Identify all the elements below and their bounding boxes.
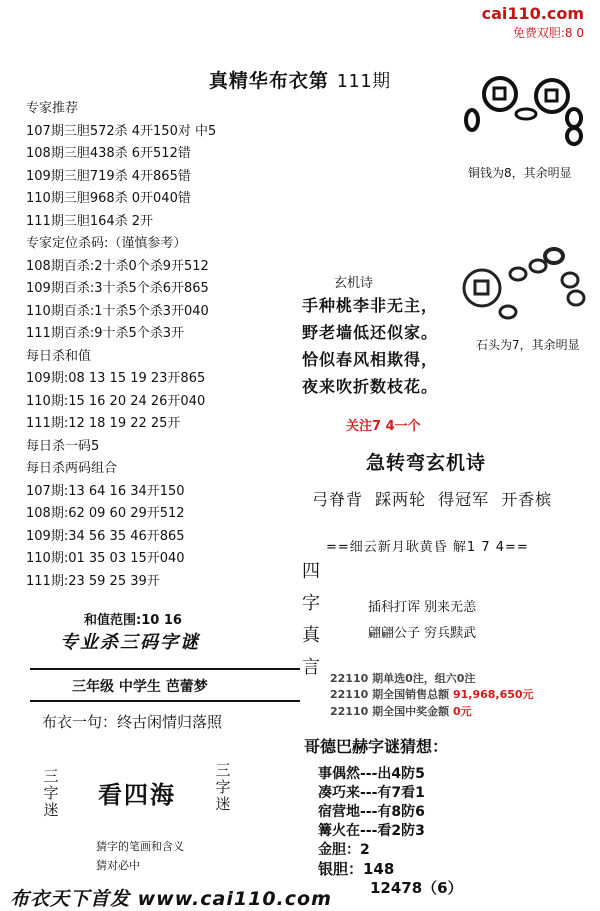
- riddle-main: 看四海: [98, 781, 176, 809]
- riddle-caption-2: 猜对必中: [96, 859, 140, 872]
- stat-sales-label: 22110 期全国销售总额: [330, 688, 450, 701]
- stat-sales: [330, 686, 534, 702]
- combo-line: 109期:34 56 35 46开865: [26, 528, 185, 544]
- truth-char: 言: [302, 657, 320, 678]
- stone-caption: 石头为7，其余明显: [476, 338, 580, 352]
- stat-prize-value: 0元: [452, 705, 472, 718]
- expert-line: 109期三胆719杀 4开865错: [26, 168, 191, 184]
- brain-teaser-title: 急转弯玄机诗: [366, 452, 487, 474]
- expert-line: 110期三胆968杀 0开040错: [26, 191, 191, 206]
- free-double-tip: 免费双胆:8 0: [512, 26, 584, 40]
- position-line: 108期百杀:2十杀0个杀9开512: [26, 258, 209, 274]
- title-issue: 111期: [336, 71, 392, 92]
- silver-gall: 银胆：148: [318, 860, 395, 878]
- combo-line: 107期:13 64 16 34开150: [26, 483, 185, 499]
- position-line: 111期百杀:9十杀5个杀3开: [26, 326, 185, 341]
- guess-line: 宿营地---有8防6: [318, 804, 425, 820]
- divider-bottom: [30, 700, 300, 702]
- expert-line: 107期三胆572杀 4开150对 中5: [26, 123, 217, 139]
- title-text: 真精华布衣第: [208, 70, 329, 92]
- coin-illustration: [460, 74, 600, 148]
- brain-teaser-words: 弓脊背 踩两轮 得冠军 开香槟: [312, 490, 553, 509]
- site-header: [482, 4, 584, 41]
- daily-line: 109期:08 13 15 19 23开865: [26, 371, 206, 386]
- site-domain[interactable]: cai110.com: [481, 4, 584, 23]
- daily-line: 111期:12 18 19 22 25开: [26, 416, 181, 431]
- left-column: [26, 98, 306, 593]
- poem-line: 野老墙低还似家。: [302, 323, 439, 342]
- combo-tail: 12478（6）: [370, 879, 463, 897]
- sum-range: 和值范围:10 16: [84, 613, 182, 628]
- truth-char: 字: [302, 593, 320, 614]
- riddle-heading: 专业杀三码字谜: [60, 632, 200, 653]
- position-title: 专家定位杀码:（谨慎参考）: [26, 236, 187, 251]
- guess-line: 事偶然---出4防5: [318, 766, 425, 782]
- poem-line: 恰似春风相欺得，: [302, 350, 439, 369]
- truth-char: 真: [302, 625, 320, 646]
- riddle-caption: 猜字的笔画和含义: [96, 840, 184, 853]
- riddle-left-label: 三字迷: [43, 767, 59, 819]
- guess-line: 凑巧来---有7看1: [318, 785, 425, 801]
- riddle-right-label: 三字迷: [215, 761, 231, 813]
- expert-line: 108期三胆438杀 6开512错: [26, 146, 191, 161]
- grade-line: 三年级 中学生 芭蕾梦: [72, 679, 208, 695]
- position-line: 110期百杀:1十杀5个杀3开040: [26, 303, 209, 319]
- truth-line-2: 翩翩公子 穷兵黩武: [368, 626, 477, 641]
- truth-line-1: 插科打诨 别来无恙: [368, 600, 477, 615]
- stone-chain-illustration: [456, 240, 596, 324]
- xiyun-line: ==细云新月耿黄昏 解1 7 4==: [326, 540, 529, 555]
- stat-sales-value: 91,968,650元: [452, 688, 534, 701]
- buyi-sentence: 布衣一句：终古闲情归落照: [42, 713, 223, 731]
- kill-one-code: 每日杀一码5: [26, 438, 100, 454]
- coin-caption: 铜钱为8，其余明显: [468, 166, 572, 180]
- combo-line: 110期:01 35 03 15开040: [26, 551, 185, 566]
- combo-line: 111期:23 59 25 39开: [26, 573, 160, 589]
- guess-line: 篝火在---看2防3: [318, 823, 425, 839]
- combo-title: 每日杀两码组合: [26, 461, 118, 476]
- position-line: 109期百杀:3十杀5个杀6开865: [26, 281, 209, 296]
- truth-char: 四: [302, 561, 320, 582]
- poem-line: 手种桃李非无主，: [302, 296, 439, 315]
- goldbach-guesses: [318, 765, 463, 898]
- footer-text[interactable]: 布衣天下首发 www.cai110.com: [10, 888, 332, 910]
- gold-gall: 金胆：2: [318, 842, 370, 858]
- poem: [302, 292, 438, 400]
- daily-title: 每日杀和值: [26, 348, 92, 364]
- goldbach-title: 哥德巴赫字谜猜想：: [304, 737, 449, 756]
- poem-title: 玄机诗: [334, 276, 374, 291]
- expert-title: 专家推荐: [26, 101, 79, 116]
- combo-line: 108期:62 09 60 29开512: [26, 506, 185, 521]
- four-char-truth: [300, 556, 322, 684]
- stat-single: 22110 期单选0注，组六0注: [330, 672, 476, 685]
- daily-line: 110期:15 16 20 24 26开040: [26, 393, 206, 409]
- stat-prize-label: 22110 期全国中奖金额: [330, 705, 450, 718]
- stat-prize: [330, 703, 472, 719]
- expert-line: 111期三胆164杀 2开: [26, 213, 154, 229]
- focus-tip: 关注7 4一个: [346, 419, 421, 434]
- divider-top: [30, 668, 300, 670]
- poem-line: 夜来吹折数枝花。: [302, 377, 439, 396]
